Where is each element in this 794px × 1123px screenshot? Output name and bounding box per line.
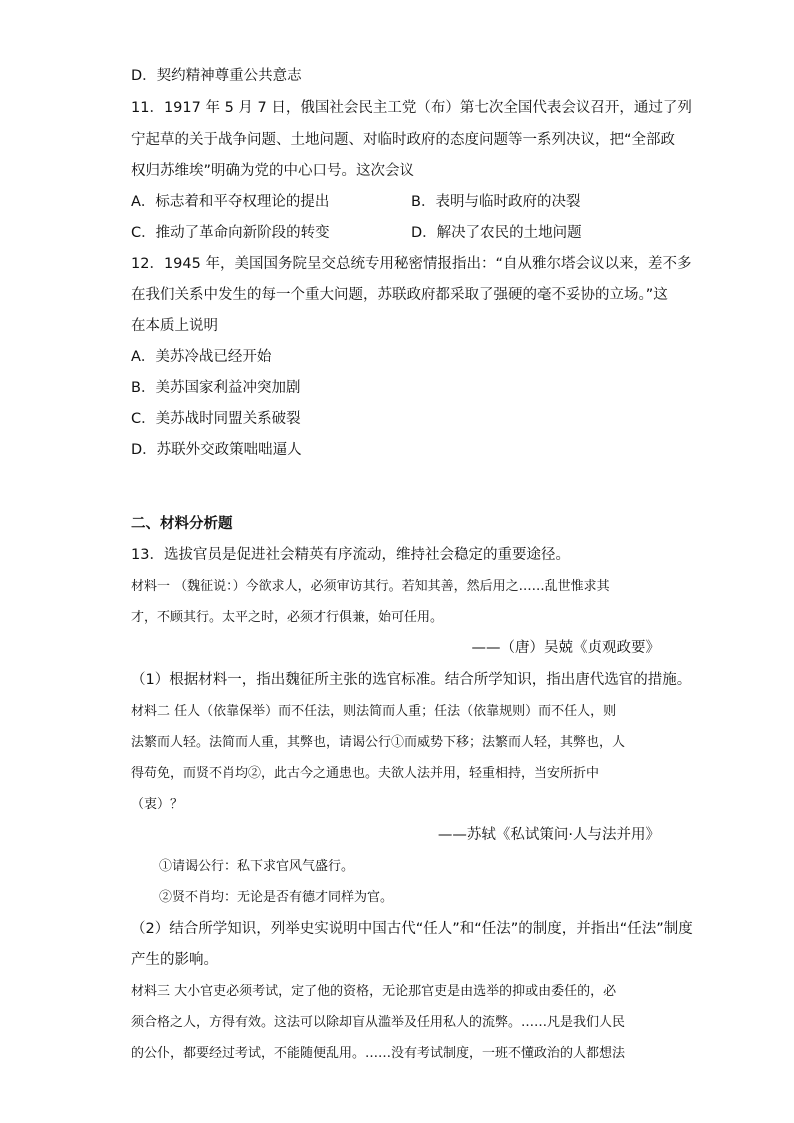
material-1-line-2: 才，不顾其行。太平之时，必须才行俱兼，始可任用。 xyxy=(131,610,444,625)
q11-option-c: C．推动了革命向新阶段的转变 xyxy=(131,225,330,241)
material-2-line-1: 材料二 任人（依靠保举）而不任法，则法简而人重；任法（依靠规则）而不任人，则 xyxy=(131,704,617,719)
q13-sub-question-1: （1）根据材料一，指出魏征所主张的选官标准。结合所学知识，指出唐代选官的措施。 xyxy=(131,672,692,688)
q12-option-b: B．美苏国家利益冲突加剧 xyxy=(131,380,301,396)
material-1-line-1: 材料一 （魏征说：）今欲求人，必须审访其行。若知其善，然后用之……乱世惟求其 xyxy=(131,579,610,594)
material-3-line-1: 材料三 大小官吏必须考试，定了他的资格，无论那官吏是由选举的抑或由委任的，必 xyxy=(131,984,617,999)
q11-option-b: B．表明与临时政府的决裂 xyxy=(411,194,581,210)
material-3-line-2: 须合格之人，方得有效。这法可以除却盲从滥举及任用私人的流弊。……凡是我们人民 xyxy=(131,1015,626,1030)
material-2-line-2: 法繁而人轻。法简而人重，其弊也，请谒公行①而威势下移；法繁而人轻，其弊也，人 xyxy=(131,735,626,750)
q13-stem: 13．选拔官员是促进社会精英有序流动，维持社会稳定的重要途径。 xyxy=(131,547,570,563)
q11-option-a: A．标志着和平夺权理论的提出 xyxy=(131,194,330,210)
material-2-line-3: 得苟免，而贤不肖均②，此古今之通患也。夫欲人法并用，轻重相持，当安所折中 xyxy=(131,766,600,781)
q12-stem-line-3: 在本质上说明 xyxy=(131,318,218,334)
q12-option-c: C．美苏战时同盟关系破裂 xyxy=(131,411,301,427)
q11-stem-line-1: 11．1917 年 5 月 7 日，俄国社会民主工党（布）第七次全国代表会议召开，通过了列 xyxy=(131,100,692,116)
material-3-line-3: 的公仆，都要经过考试，不能随便乱用。……没有考试制度，一班不懂政治的人都想法 xyxy=(131,1046,626,1061)
q11-option-d: D．解决了农民的土地问题 xyxy=(411,225,582,241)
material-1-source: ——（唐）吴兢《贞观政要》 xyxy=(471,640,660,656)
q13-sub-question-2-line-1: （2）结合所学知识，列举史实说明中国古代“任人”和“任法”的制度，并指出“任法”制度 xyxy=(131,921,693,937)
section-title: 二、材料分析题 xyxy=(131,516,233,532)
q12-option-d: D．苏联外交政策咄咄逼人 xyxy=(131,442,302,458)
q12-stem-line-1: 12．1945 年，美国国务院呈交总统专用秘密情报指出：“自从雅尔塔会议以来，差不多 xyxy=(131,256,692,272)
q12-stem-line-2: 在我们关系中发生的每一个重大问题，苏联政府都采取了强硬的毫不妥协的立场。”这 xyxy=(131,287,668,303)
footnote-1: ①请谒公行：私下求官风气盛行。 xyxy=(159,859,355,874)
q11-stem-line-3: 权归苏维埃”明确为党的中心口号。这次会议 xyxy=(131,163,415,179)
footnote-2: ②贤不肖均：无论是否有德才同样为官。 xyxy=(159,890,394,905)
q13-sub-question-2-line-2: 产生的影响。 xyxy=(131,952,218,968)
q11-stem-line-2: 宁起草的关于战争问题、土地问题、对临时政府的态度问题等一系列决议，把“全部政 xyxy=(131,132,676,148)
material-2-source: ——苏轼《私试策问·人与法并用》 xyxy=(437,827,660,843)
q10-option-d: D．契约精神尊重公共意志 xyxy=(131,68,302,84)
material-2-line-4: （衷）？ xyxy=(131,797,184,812)
q12-option-a: A．美苏冷战已经开始 xyxy=(131,349,272,365)
